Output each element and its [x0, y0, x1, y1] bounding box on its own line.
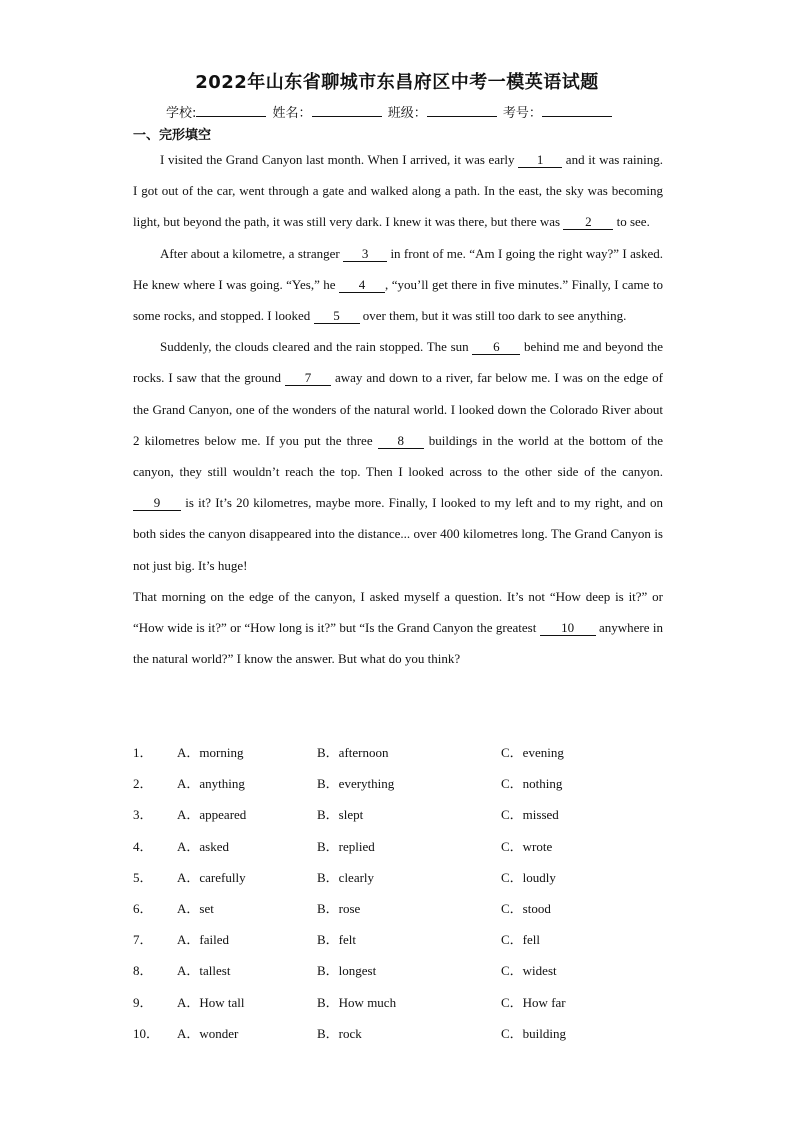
blank-2[interactable]: 2 — [563, 215, 613, 230]
class-blank[interactable] — [427, 104, 497, 117]
question-row — [133, 862, 673, 893]
option-b[interactable]: B．felt — [317, 932, 356, 948]
option-c[interactable]: C．wrote — [501, 838, 553, 854]
question-number: 5． — [133, 869, 153, 885]
option-b[interactable]: B．clearly — [317, 869, 375, 885]
option-b[interactable]: B．afternoon — [317, 745, 389, 760]
option-a[interactable]: A．tallest — [177, 963, 231, 979]
option-c[interactable]: C．fell — [501, 932, 540, 948]
option-a[interactable]: A．How tall — [177, 994, 245, 1010]
option-c[interactable]: C．stood — [501, 900, 551, 916]
question-number: 2． — [133, 776, 153, 792]
name-blank[interactable] — [312, 104, 382, 117]
question-row — [133, 893, 673, 924]
question-row — [133, 831, 673, 862]
passage-paragraph-1: I visited the Grand Canyon last month. When I arrived, it was early 1 and it was raining. I got out of the car, went through a gate and walked along a path. In the east, the sky was becoming light, but beyond the path, it was still very dark. I knew it was there, but there was 2 to see. — [133, 152, 663, 230]
blank-6[interactable]: 6 — [472, 340, 520, 355]
option-b[interactable]: B．How much — [317, 994, 397, 1010]
option-b[interactable]: B．rock — [317, 1025, 362, 1041]
passage-paragraph-3: Suddenly, the clouds cleared and the rain stopped. The sun 6 behind me and beyond the rocks. I saw that the ground 7 away and down to a river, far below me. I was on the edge of the Grand Canyon, one of the wonders of the natural world. I looked down the Colorado River about 2 kilometres below me. If you put the three 8 buildings in the world at the bottom of the canyon, they still wouldn’t reach the top. Then I looked across to the other side of the canyon. 9 is it? It’s 20 kilometres, maybe more. Finally, I looked to my left and to my right, and on both sides the canyon disappeared into the distance... over 400 kilometres long. The Grand Canyon is not just big. It’s huge! — [133, 339, 663, 573]
option-c[interactable]: C．loudly — [501, 869, 556, 885]
school-blank[interactable] — [196, 104, 266, 117]
id-label: 考号： — [502, 106, 542, 121]
option-b[interactable]: B．slept — [317, 807, 364, 823]
section-heading: 一、完形填空 — [133, 128, 212, 143]
question-number: 1． — [133, 745, 153, 760]
question-row — [133, 768, 673, 799]
question-row — [133, 737, 673, 768]
option-c[interactable]: C．How far — [501, 994, 566, 1010]
question-number: 3． — [133, 807, 153, 823]
question-number: 9． — [133, 994, 153, 1010]
option-c[interactable]: C．evening — [501, 745, 564, 760]
blank-9[interactable]: 9 — [133, 496, 181, 511]
passage-paragraph-2: After about a kilometre, a stranger 3 in front of me. “Am I going the right way?” I asked. He knew where I was going. “Yes,” he 4 , “you’ll get there in five minutes.” Finally, I came to some rocks, and stopped. I looked 5 over them, but it was still too dark to see anything. — [133, 245, 663, 324]
question-row — [133, 1018, 673, 1049]
option-a[interactable]: A．wonder — [177, 1025, 239, 1041]
page-title: 2022年山东省聊城市东昌府区中考一模英语试题 — [195, 72, 599, 93]
blank-10[interactable]: 10 — [540, 621, 596, 636]
blank-5[interactable]: 5 — [314, 309, 360, 324]
option-a[interactable]: A．morning — [177, 745, 244, 760]
cloze-passage — [133, 144, 663, 674]
option-b[interactable]: B．rose — [317, 900, 361, 916]
blank-4[interactable]: 4 — [339, 278, 385, 293]
blank-3[interactable]: 3 — [343, 247, 387, 262]
option-b[interactable]: B．replied — [317, 838, 375, 854]
question-number: 4． — [133, 838, 153, 854]
class-label: 班级： — [387, 106, 427, 121]
name-label: 姓名： — [272, 106, 312, 121]
option-a[interactable]: A．set — [177, 900, 214, 916]
answer-options — [133, 737, 673, 1049]
option-c[interactable]: C．widest — [501, 963, 557, 979]
question-row — [133, 799, 673, 830]
question-number: 10． — [133, 1025, 160, 1041]
option-a[interactable]: A．anything — [177, 776, 245, 792]
question-number: 8． — [133, 963, 153, 979]
option-c[interactable]: C．missed — [501, 807, 559, 823]
option-c[interactable]: C．building — [501, 1025, 567, 1041]
option-a[interactable]: A．failed — [177, 932, 229, 948]
blank-7[interactable]: 7 — [285, 371, 331, 386]
question-row — [133, 924, 673, 955]
school-label: 学校: — [166, 106, 197, 121]
id-blank[interactable] — [542, 104, 612, 117]
option-b[interactable]: B．longest — [317, 963, 377, 979]
passage-paragraph-4: That morning on the edge of the canyon, I asked myself a question. It’s not “How deep is it?” or “How wide is it?” or “How long is it?” but “Is the Grand Canyon the greatest 10 anywhere in the natural world?” I know the answer. But what do you think? — [133, 588, 663, 667]
option-c[interactable]: C．nothing — [501, 776, 563, 792]
student-info-row — [166, 102, 614, 121]
option-a[interactable]: A．asked — [177, 838, 229, 854]
question-number: 6． — [133, 900, 153, 916]
option-a[interactable]: A．carefully — [177, 869, 246, 885]
option-b[interactable]: B．everything — [317, 776, 395, 792]
question-row — [133, 987, 673, 1018]
question-number: 7． — [133, 932, 153, 948]
blank-1[interactable]: 1 — [518, 153, 562, 168]
option-a[interactable]: A．appeared — [177, 807, 247, 823]
blank-8[interactable]: 8 — [378, 434, 424, 449]
question-row — [133, 955, 673, 986]
